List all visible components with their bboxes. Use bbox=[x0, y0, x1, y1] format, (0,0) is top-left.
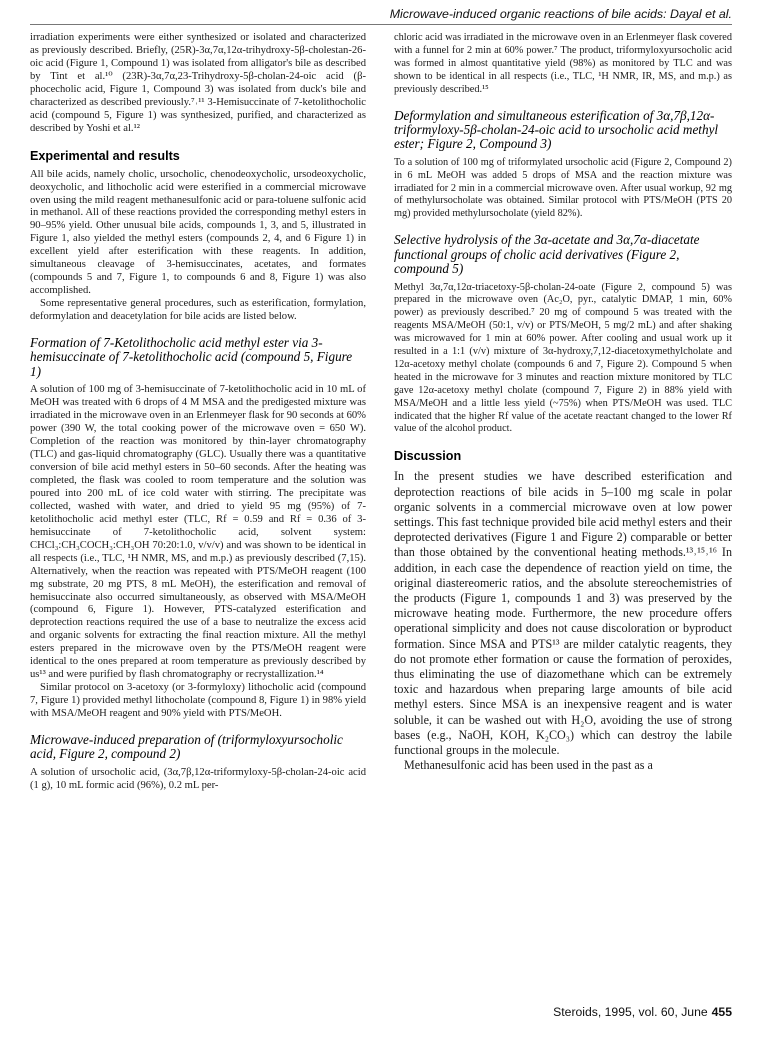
left-column bbox=[30, 32, 366, 793]
section-heading-discussion: Discussion bbox=[394, 449, 462, 464]
discussion-paragraph-2: Methanesulfonic acid has been used in the past as a bbox=[404, 758, 653, 773]
triformyloxy-paragraph-1: A solution of ursocholic acid, (3α,7β,12α-triformyloxy-5β-cholan-24-oic acid (1 g), 10 mL formic acid (96%), 0.2 mL per- bbox=[30, 766, 366, 791]
ketolithocholic-paragraph-1: A solution of 100 mg of 3-hemisuccinate of 7-ketolithocholic acid in 10 mL of MeOH was treated with 6 drops of 4 M MSA and the predigested mixture was irradiated in the microwave oven in an Erlenmeyer flask for 90 seconds at 60% power (390 W, the total cooking power of the microwave oven = 650 W). Completion of the reaction was monitored by thin-layer chromatography (TLC) and gas-liquid chromatography (GLC). Usually there was a quantitative conversion of bile acid methyl esters in 50–60 seconds. After the heating was completed, the flask was cooled to room temperature and the solution was poured into 200 mL of ice cold water with stirring. The precipitate was collected, washed with water, and dried to yield 95 mg (95%) of 7-ketolithocholic acid methyl ester (TLC, Rf = 0.59 and Rf = 0.36 of 3-hemisuccinate of 7-ketolithocholic acid, solvent system: CHCl₃:CH₃COCH₃:CH₃OH 70:20:1.0, v/v/v) and was shown to be identical in all respects (i.e., TLC, ¹H NMR, MS, and m.p.) as previously described (7,15). Alternatively, when the reaction was repeated with PTS/MeOH reagent (100 mg substrate, 20 mg PTS, 8 mL MeOH), the esterification and removal of hemisuccinate also occurred simultaneously, as observed with MSA/MeOH (compound 6, Figure 1). However, PTS-catalyzed esterification and deprotection reactions required the use of a base to neutralize the excess acid and organic solvents for extracting the final reaction mixture. All the methyl esters prepared in the microwave oven by the PTS/MeOH reagent were identical to the ones prepared at room temperature as previously described by us¹³ and were purified by flash chromatography or recrystallization.¹⁴ bbox=[30, 384, 366, 681]
page-number: 455 bbox=[711, 1005, 732, 1019]
right-column bbox=[394, 32, 732, 773]
page-footer bbox=[420, 1005, 732, 1019]
header-rule bbox=[30, 24, 732, 25]
subheading-deformylation: Deformylation and simultaneous esterification of 3α,7β,12α-triformyloxy-5β-cholan-24-oic acid to ursocholic acid methyl ester; Figure 2, Compound 3) bbox=[394, 107, 719, 152]
ketolithocholic-paragraph-2: Similar protocol on 3-acetoxy (or 3-formyloxy) lithocholic acid (compound 7, Figure 1) provided methyl lithocholate (compound 8, Figure 1) in 98% yield with MSA/MeOH reagent and 90% yield with PTS/MeOH. bbox=[30, 682, 366, 720]
discussion-body bbox=[394, 469, 732, 773]
subheading-triformyloxy: Microwave-induced preparation of (triformyloxyursocholic acid, Figure 2, compound 2) bbox=[30, 732, 343, 762]
section-heading-experimental: Experimental and results bbox=[30, 148, 180, 163]
experimental-paragraph-1: All bile acids, namely cholic, ursocholic, chenodeoxycholic, ursodeoxycholic, deoxycholic, and lithocholic acid were esterified in a commercial microwave oven using the mild reagent methanesulfonic acid or para-toluene sulfonic acid in methanol. All of these reactions provided the corresponding methyl esters in 90–95% yield. Other unusual bile acids, compounds 1, 3, and 5, illustrated in Figure 1, also yielded the methyl esters (compounds 2, 4, and 6 Figure 1) in excellent yield after esterification with these reagents. In addition, simultaneous cleavage of 3-hemisuccinates, acetates, and formates (compounds 5 and 7, Figure 1, to compounds 6 and 8, Figure 1) was also accomplished. bbox=[30, 168, 366, 297]
deformylation-paragraph: To a solution of 100 mg of triformylated ursocholic acid (Figure 2, Compound 2) in 6 mL MeOH was added 5 drops of MSA and the reaction mixture was irradiated for 2 min in a commercial microwave oven. After usual workup, 92 mg of methylursocholate was obtained. Similar protocol with PTS/MeOH (PTS 20 mg) provided methylursocholate (yield 82%). bbox=[394, 156, 732, 220]
experimental-paragraph-2: Some representative general procedures, such as esterification, formylation, deformylation and deacetylation for bile acids are listed below. bbox=[30, 298, 366, 323]
subheading-ketolithocholic: Formation of 7-Ketolithocholic acid methyl ester via 3-hemisuccinate of 7-ketolithocholic acid (compound 5, Figure 1) bbox=[30, 335, 353, 379]
continued-paragraph: chloric acid was irradiated in the microwave oven in an Erlenmeyer flask covered with a funnel for 2 min at 60% power.⁷ The product, triformyloxyursocholic acid was formed in almost quantitative yield (98%) as monitored by TLC and was shown to be identical in all respects (i.e., TLC, ¹H NMR, IR, MS, and m.p.) as previously described.¹⁵ bbox=[394, 32, 732, 95]
running-head: Microwave-induced organic reactions of bile acids: Dayal et al. bbox=[389, 7, 732, 21]
discussion-paragraph-1: In the present studies we have described esterification and deprotection reactions of bile acids in 5–100 mg scale in polar organic solvents in a commercial microwave oven at low power settings. This fast technique provided bile acid methyl esters and their deprotected derivatives (Figure 1 and Figure 2) comparable or better than those obtained by the conventional heating methods.¹³˒¹⁵˒¹⁶ In addition, in each case the dependence of reaction yield on time, the original diastereomeric ratios, and the absolute stereochemistries of the products (Figure 1, compounds 1 and 3) was preserved by the microwave heating mode. Furthermore, the new procedure offers operational simplicity and does not cause discoloration or byproduct formation. Since MSA and PTS¹³ are milder catalytic reagents, they do not promote ether formation or cause the formation of peroxides, thus eliminating the use of diazomethane which can be extremely toxic and hazardous when preparing large amounts of bile acid methyl esters. Since MSA is an inexpensive reagent and is water soluble, it can be washed out with H₂O, avoiding the use of strong bases (e.g., NaOH, KOH, K₂CO₃) which can destroy the labile functional groups in the molecule. bbox=[394, 469, 732, 758]
journal-citation: Steroids, 1995, vol. 60, June bbox=[553, 1005, 708, 1019]
hydrolysis-paragraph: Methyl 3α,7α,12α-triacetoxy-5β-cholan-24-oate (Figure 2, compound 5) was prepared in the microwave oven (Ac₂O, pyr., catalytic DMAP, 1 min, 60% power) as previously described.⁷ 20 mg of compound 5 was treated with the reagents MSA/MeOH (50:1, v/v) or PTS/MeOH, 5 mg/2 mL) and after shaking was microwaved for 1 min at 60% power. After cooling and usual work up it resulted in a 1:1 (v/v) mixture of 3α-hydroxy,7,12-diacetoxymethylcholate and 12α-acetoxy methyl cholate (compounds 6 and 7, Figure 2). Compound 5 when heated in the microwave for 3 minutes and reaction mixture monitored by TLC gave 12α-acetoxy methyl cholate (compound 7, Figure 2) in 88% yield with MSA/MeOH and a little less yield (~75%) when PTS/MeOH was used. TLC indicated that the higher Rf value of the acetate reactant changed to the lower Rf value of the alcohol product. bbox=[394, 281, 732, 435]
intro-paragraph: irradiation experiments were either synthesized or isolated and characterized as previously described. Briefly, (25R)-3α,7α,12α-trihydroxy-5β-cholestan-26-oic acid (Figure 1, Compound 1) was isolated from alligator's bile as described by Tint et al.¹⁰ (23R)-3α,7α,23-Trihydroxy-5β-cholan-24-oic acid (β-phocecholic acid, Figure 1, Compound 3) was isolated from duck's bile and characterized as described previously.⁷˒¹¹ 3-Hemisuccinate of 7-ketolithocholic acid (compound 5, Figure 1) was synthesized, purified, and characterized as described by Yoshi et al.¹² bbox=[30, 32, 366, 134]
subheading-selective-hydrolysis: Selective hydrolysis of the 3α-acetate and 3α,7α-diacetate functional groups of cholic acid derivatives (Figure 2, compound 5) bbox=[394, 232, 700, 277]
